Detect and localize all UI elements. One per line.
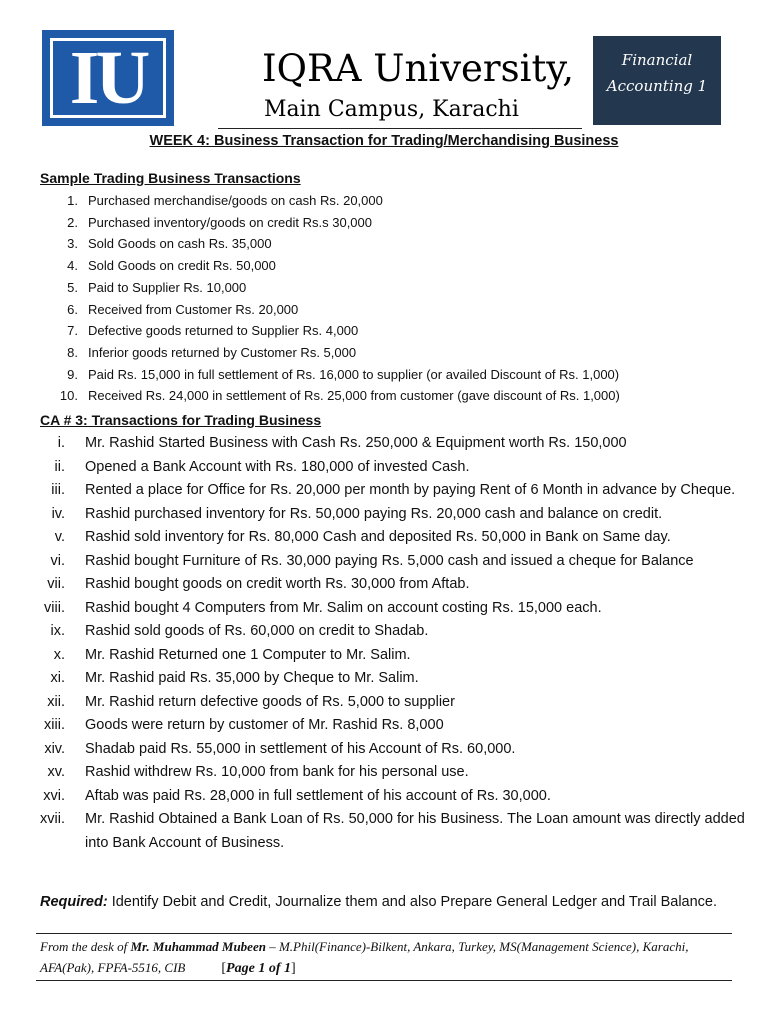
list-item-number: xvii. [40, 811, 65, 827]
list-item-number: 9. [67, 366, 78, 382]
list-item [30, 479, 745, 503]
list-item-number: xiv. [44, 740, 65, 757]
list-item [40, 255, 620, 277]
list-item-number: xiii. [44, 717, 65, 733]
list-item-text: Rented a place for Office for Rs. 20,000 per month by paying Rent of 6 Month in advance by Cheque. [85, 482, 736, 498]
list-item [30, 503, 745, 527]
list-item-number: 8. [67, 344, 78, 360]
week-title: WEEK 4: Business Transaction for Trading/Merchandising Business [149, 133, 619, 149]
university-name: IQRA University, [262, 47, 575, 90]
footer-prefix: From the desk of [40, 939, 131, 954]
list-item-number: 7. [67, 323, 78, 339]
list-item [30, 526, 745, 550]
required-label: Required: [40, 894, 108, 910]
footer-top-rule [36, 933, 732, 934]
list-item-text: Purchased inventory/goods on credit Rs.s 30,000 [88, 214, 373, 230]
list-item [30, 597, 745, 621]
list-item-text: Received Rs. 24,000 in settlement of Rs. 25,000 from customer (gave discount of Rs. 1,000) [88, 388, 620, 404]
list-item [30, 432, 745, 456]
page-close-bracket: ] [290, 961, 296, 976]
list-item [30, 620, 745, 644]
ca-section-title: CA # 3: Transactions for Trading Business [40, 412, 322, 428]
list-item-number: 4. [67, 258, 78, 274]
list-item [40, 212, 620, 234]
list-item [40, 385, 620, 407]
list-item-text: Rashid bought Furniture of Rs. 30,000 paying Rs. 5,000 cash and issued a cheque for Balance [85, 552, 694, 569]
logo-text: IU [50, 38, 166, 118]
list-item [30, 691, 745, 715]
list-item-number: viii. [44, 599, 65, 616]
list-item-text: Rashid purchased inventory for Rs. 50,000 paying Rs. 20,000 cash and balance on credit. [85, 505, 663, 522]
course-badge-line2: Accounting 1 [606, 77, 708, 95]
required-text: Identify Debit and Credit, Journalize them and also Prepare General Ledger and Trail Balance. [107, 894, 718, 910]
list-item-number: ix. [50, 623, 65, 639]
list-item [30, 808, 745, 855]
list-item-text: Purchased merchandise/goods on cash Rs. 20,000 [88, 193, 383, 208]
list-item-text: Mr. Rashid paid Rs. 35,000 by Cheque to Mr. Salim. [85, 670, 419, 686]
list-item-number: v. [54, 529, 65, 545]
ca-transactions-list [30, 432, 745, 855]
list-item-number: vi. [50, 552, 65, 569]
list-item-number: iii. [51, 482, 65, 498]
list-item-text: Rashid sold goods of Rs. 60,000 on credit to Shadab. [85, 623, 429, 639]
list-item-number: 10. [59, 388, 78, 404]
list-item [40, 364, 620, 386]
list-item [30, 550, 745, 574]
list-item-text: Goods were return by customer of Mr. Rashid Rs. 8,000 [85, 717, 444, 733]
list-item-number: ii. [54, 458, 65, 475]
page-open-bracket: [ [221, 961, 227, 976]
list-item [30, 573, 745, 597]
list-item [30, 785, 745, 809]
list-item-number: x. [53, 646, 65, 663]
page-label: Page 1 of 1 [226, 961, 291, 976]
university-logo [42, 30, 174, 126]
list-item-text: Rashid bought goods on credit worth Rs. 30,000 from Aftab. [85, 576, 470, 592]
footer [40, 936, 730, 979]
list-item-text: Paid Rs. 15,000 in full settlement of Rs. 16,000 to supplier (or availed Discount of Rs. 1,000) [88, 366, 620, 382]
list-item-text: Rashid withdrew Rs. 10,000 from bank for his personal use. [85, 764, 469, 780]
list-item-text: Received from Customer Rs. 20,000 [88, 301, 299, 317]
list-item-number: i. [57, 435, 65, 451]
list-item-text: Inferior goods returned by Customer Rs. 5,000 [88, 344, 357, 360]
list-item [30, 714, 745, 738]
list-item-number: 2. [67, 214, 78, 230]
required-instruction [40, 894, 717, 910]
list-item-number: 5. [67, 279, 78, 295]
list-item [40, 190, 620, 212]
list-item [40, 299, 620, 321]
list-item-number: 3. [67, 236, 78, 252]
list-item-number: vii. [47, 576, 65, 592]
footer-credentials: – M.Phil(Finance)-Bilkent, Ankara, Turkey, MS(Management Science), Karachi, AFA(Pak), FPFA-5516, CIB [40, 939, 689, 975]
list-item-text: Mr. Rashid Started Business with Cash Rs. 250,000 & Equipment worth Rs. 150,000 [85, 435, 627, 451]
list-item [30, 456, 745, 480]
footer-bottom-rule [36, 980, 732, 981]
list-item-text: Sold Goods on cash Rs. 35,000 [88, 236, 272, 252]
list-item [40, 320, 620, 342]
list-item-text: Sold Goods on credit Rs. 50,000 [88, 258, 276, 274]
list-item-text: Mr. Rashid Obtained a Bank Loan of Rs. 50,000 for his Business. The Loan amount was directly added into Bank Account of Business. [85, 811, 745, 851]
course-badge [593, 36, 721, 125]
list-item-text: Mr. Rashid return defective goods of Rs. 5,000 to supplier [85, 693, 455, 710]
footer-author: Mr. Muhammad Mubeen [130, 939, 266, 954]
list-item [40, 342, 620, 364]
sample-transactions-list [40, 190, 620, 407]
list-item [40, 233, 620, 255]
page-number [221, 961, 295, 976]
list-item-text: Aftab was paid Rs. 28,000 in full settlement of his account of Rs. 30,000. [85, 787, 551, 804]
list-item-number: xvi. [43, 787, 65, 804]
list-item [30, 667, 745, 691]
list-item-number: iv. [51, 505, 65, 522]
list-item-text: Rashid sold inventory for Rs. 80,000 Cash and deposited Rs. 50,000 in Bank on Same day. [85, 529, 671, 545]
list-item-text: Paid to Supplier Rs. 10,000 [88, 279, 247, 295]
list-item-text: Opened a Bank Account with Rs. 180,000 of invested Cash. [85, 458, 470, 475]
list-item-text: Rashid bought 4 Computers from Mr. Salim on account costing Rs. 15,000 each. [85, 599, 602, 616]
list-item-number: xv. [47, 764, 65, 780]
course-badge-line1: Financial [621, 51, 693, 69]
list-item [30, 644, 745, 668]
list-item [40, 277, 620, 299]
list-item-text: Mr. Rashid Returned one 1 Computer to Mr. Salim. [85, 646, 411, 663]
sample-section-title: Sample Trading Business Transactions [40, 170, 301, 186]
list-item [30, 761, 745, 785]
list-item-number: 1. [67, 193, 78, 208]
header-divider [218, 128, 582, 129]
list-item-text: Defective goods returned to Supplier Rs. 4,000 [88, 323, 359, 339]
list-item-number: xi. [50, 670, 65, 686]
list-item [30, 738, 745, 762]
list-item-number: xii. [47, 693, 65, 710]
list-item-number: 6. [67, 301, 78, 317]
campus-name: Main Campus, Karachi [264, 97, 519, 122]
list-item-text: Shadab paid Rs. 55,000 in settlement of his Account of Rs. 60,000. [85, 740, 516, 757]
